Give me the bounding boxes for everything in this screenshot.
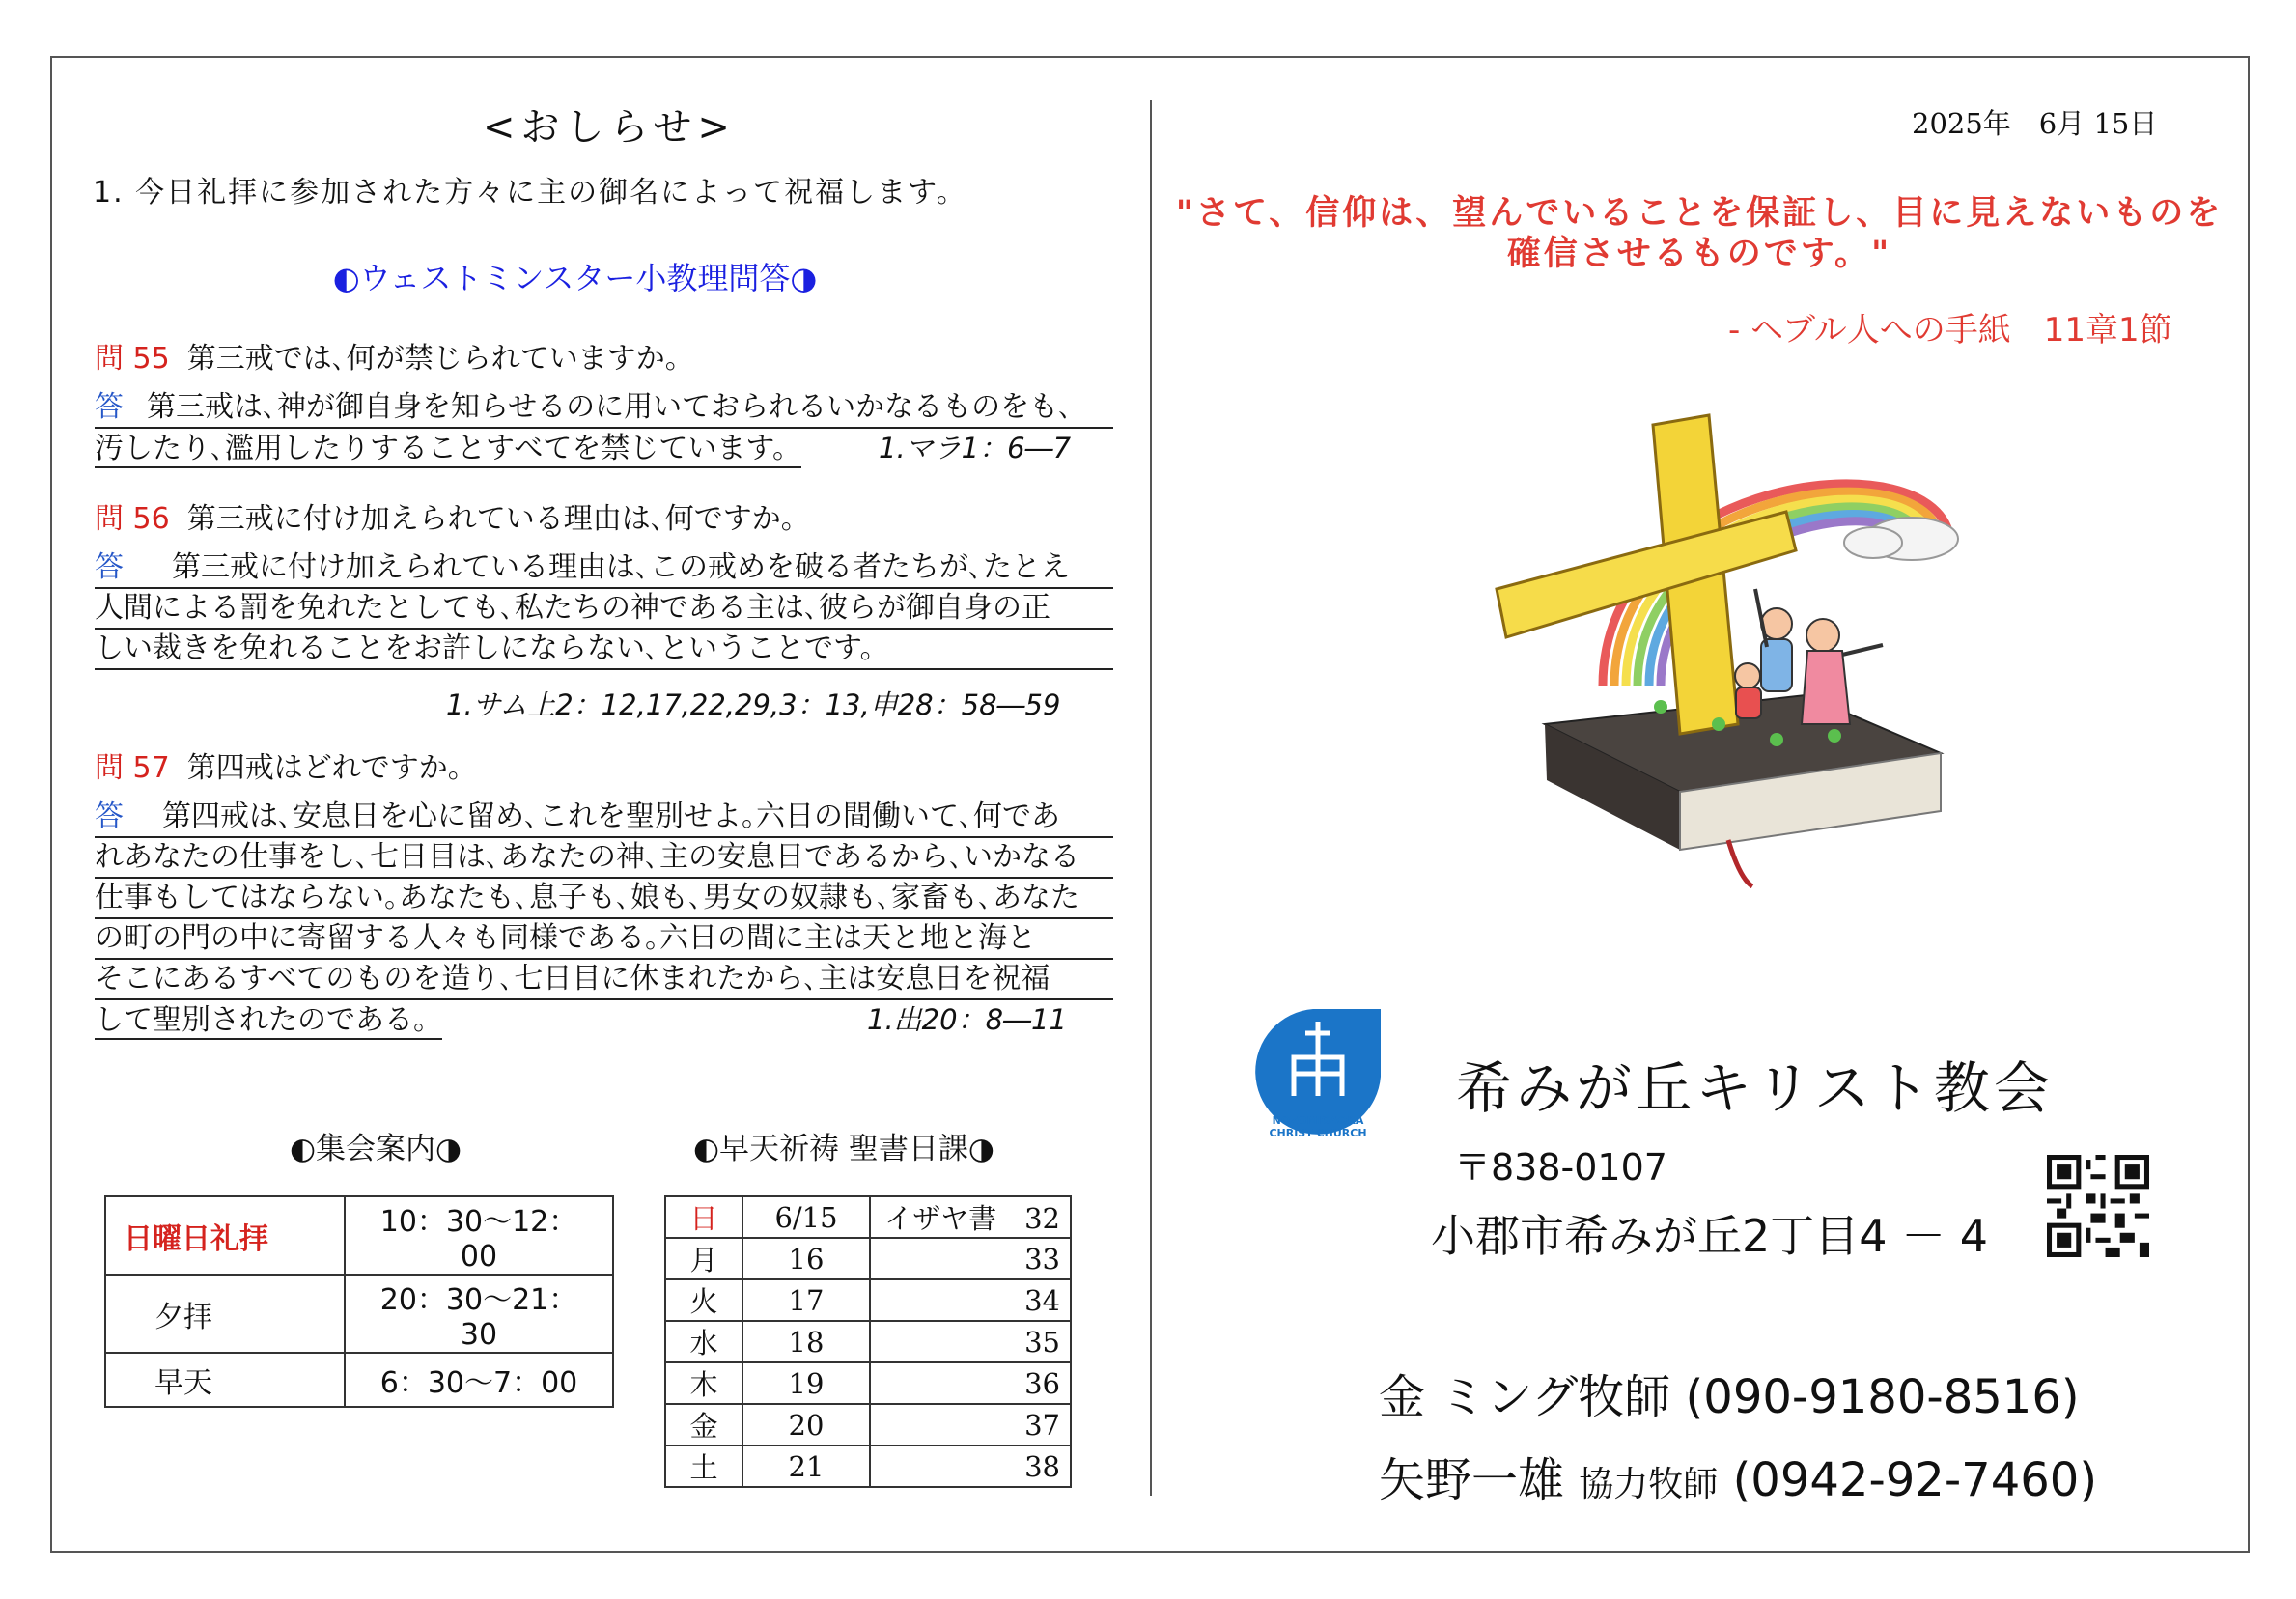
meetings-table: [104, 1195, 614, 1408]
answer-label: 答: [95, 390, 124, 424]
answer-57: [95, 798, 1113, 1040]
scripture-reference: 1.サム上2：12,17,22,29,3：13,申28：58―59: [446, 688, 1061, 721]
date: 20: [742, 1404, 870, 1445]
day: 金: [665, 1404, 742, 1445]
table-row: [665, 1445, 1071, 1487]
cover-verse: "さて、信仰は、望んでいることを保証し、目に見えないものを確信させるものです。": [1175, 194, 2224, 273]
fold-divider: [1150, 100, 1152, 1496]
table-row: [665, 1279, 1071, 1321]
associate-pastor-name: 矢野一雄: [1379, 1453, 1565, 1507]
notice-item-1: 1. 今日礼拝に参加された方々に主の御名によって祝福します。: [93, 176, 967, 210]
bible-schedule-table: [664, 1195, 1072, 1488]
table-row: [665, 1362, 1071, 1404]
table-row: [105, 1196, 613, 1275]
table-row: [105, 1275, 613, 1353]
question-55: [95, 334, 694, 377]
table-row: [665, 1196, 1071, 1238]
question-label: 問 56: [95, 502, 170, 536]
meeting-time: 6：30～7：00: [345, 1353, 613, 1407]
chapter: 33: [870, 1238, 1071, 1279]
answer-55: [95, 388, 1113, 468]
question-text: 第三戒に付け加えられている理由は､何ですか。: [186, 502, 810, 536]
answer-line: そこにあるすべてのものを造り､七日目に休まれたから､主は安息日を祝福: [95, 960, 1113, 1000]
day: 土: [665, 1445, 742, 1487]
notice-title: <おしらせ>: [483, 105, 736, 150]
question-56: [95, 494, 810, 537]
meetings-title: ◐集会案内◑: [290, 1132, 462, 1166]
day: 月: [665, 1238, 742, 1279]
table-row: [665, 1321, 1071, 1362]
date: 17: [742, 1279, 870, 1321]
chapter: イザヤ書 32: [870, 1196, 1071, 1238]
date: 6/15: [742, 1196, 870, 1238]
logo-text-1: NOZOMIGAOKA: [1272, 1114, 1364, 1127]
answer-line: 仕事もしてはならない｡あなたも､息子も､娘も､男女の奴隷も､家畜も､あなた: [95, 879, 1113, 919]
answer-line: 第三戒に付け加えられている理由は､この戒めを破る者たちが､たとえ: [172, 550, 1070, 584]
meeting-name: 夕拝: [105, 1275, 345, 1353]
church-logo: [1246, 1004, 1390, 1139]
chapter: 36: [870, 1362, 1071, 1404]
chapter: 35: [870, 1321, 1071, 1362]
bulletin-date: 2025年 6月 15日: [1912, 107, 2158, 140]
qr-code[interactable]: [2047, 1155, 2149, 1257]
answer-line: 汚したり､濫用したりすることすべてを禁じています。: [95, 433, 801, 468]
meeting-name: 日曜日礼拝: [105, 1196, 345, 1275]
meeting-time: 10：30～12：00: [345, 1196, 613, 1275]
answer-label: 答: [95, 550, 124, 584]
question-label: 問 57: [95, 751, 170, 785]
table-row: [665, 1238, 1071, 1279]
answer-line: 第三戒は､神が御自身を知らせるのに用いておられるいかなるものをも､: [147, 390, 1074, 424]
church-address: 小郡市希みが丘2丁目4 － 4: [1431, 1210, 1989, 1262]
associate-pastor-contact: [1379, 1443, 2097, 1509]
date: 21: [742, 1445, 870, 1487]
table-row: [665, 1404, 1071, 1445]
day: 日: [665, 1196, 742, 1238]
question-text: 第四戒はどれですか。: [186, 751, 477, 785]
date: 18: [742, 1321, 870, 1362]
pastor-contact: 金 ミング牧師 (090-9180-8516): [1379, 1370, 2080, 1424]
question-57: [95, 743, 477, 786]
bible-schedule-title: ◐早天祈祷 聖書日課◑: [693, 1132, 994, 1166]
scripture-reference: 1.出20：8―11: [867, 1003, 1067, 1036]
chapter: 37: [870, 1404, 1071, 1445]
date: 16: [742, 1238, 870, 1279]
verse-reference: - ヘブル人への手紙 11章1節: [1728, 311, 2172, 350]
scripture-reference: 1.マラ1：6―7: [879, 432, 1072, 464]
postal-code: 〒838-0107: [1454, 1146, 1667, 1189]
church-name: 希みが丘キリスト教会: [1456, 1055, 2054, 1121]
answer-label: 答: [95, 800, 124, 833]
catechism-title: ◐ウェストミンスター小教理問答◑: [332, 260, 818, 296]
answer-line: 人間による罰を免れたとしても､私たちの神である主は､彼らが御自身の正: [95, 589, 1113, 630]
day: 水: [665, 1321, 742, 1362]
answer-56: [95, 548, 1113, 670]
date: 19: [742, 1362, 870, 1404]
answer-line: の町の門の中に寄留する人々も同様である｡六日の間に主は天と地と海と: [95, 919, 1113, 960]
table-row: [105, 1353, 613, 1407]
answer-line: れあなたの仕事をし､七日目は､あなたの神､主の安息日であるから､いかなる: [95, 838, 1113, 879]
chapter: 34: [870, 1279, 1071, 1321]
day: 火: [665, 1279, 742, 1321]
chapter: 38: [870, 1445, 1071, 1487]
day: 木: [665, 1362, 742, 1404]
meeting-name: 早天: [105, 1353, 345, 1407]
logo-text-2: CHRIST CHURCH: [1269, 1127, 1367, 1139]
associate-pastor-phone: (0942-92-7460): [1732, 1453, 2098, 1507]
cross-rainbow-illustration: [1487, 396, 2008, 908]
answer-line: しい裁きを免れることをお許しにならない､ということです。: [95, 630, 1113, 670]
question-text: 第三戒では､何が禁じられていますか。: [186, 342, 694, 376]
meeting-time: 20：30～21：30: [345, 1275, 613, 1353]
answer-line: 第四戒は､安息日を心に留め､これを聖別せよ｡六日の間働いて､何であ: [162, 800, 1060, 833]
question-label: 問 55: [95, 342, 170, 376]
associate-pastor-role: 協力牧師: [1579, 1465, 1719, 1504]
answer-line: して聖別されたのである。: [95, 1004, 442, 1040]
